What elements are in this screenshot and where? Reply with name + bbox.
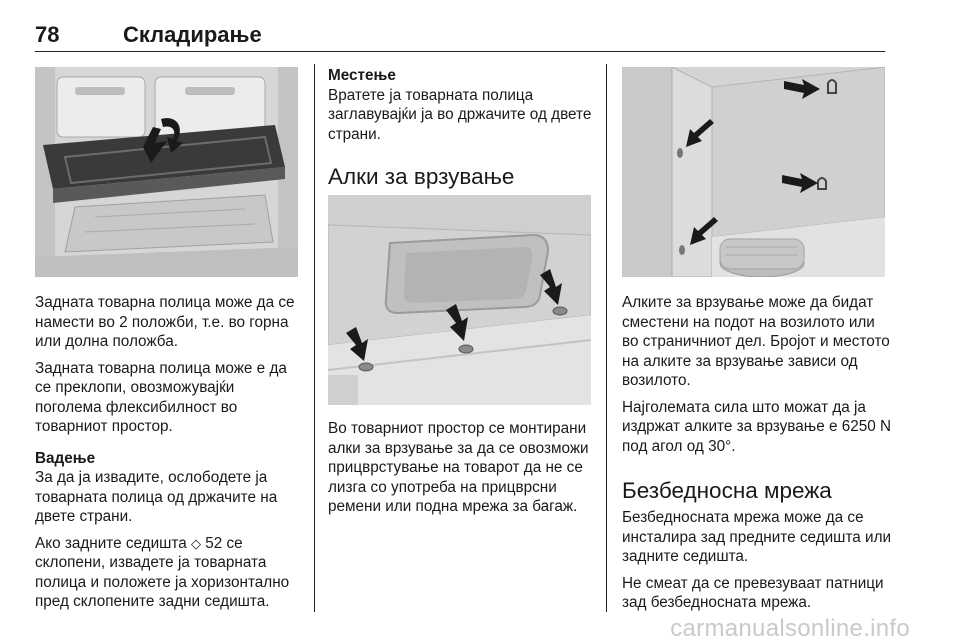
load-cover-illustration (35, 67, 298, 277)
text: Ако задните седишта (35, 534, 187, 552)
section-heading-lashing-eyes: Алки за врзување (328, 164, 515, 189)
section-heading-safety-net: Безбедносна мрежа (622, 478, 832, 503)
page-title: Складирање (123, 22, 262, 47)
paragraph: Најголемата сила што можат да ја издржат алките за врзување е 6250 N под агол од 30°. (622, 398, 892, 455)
left-column (35, 293, 305, 612)
paragraph: Задната товарна полица може да се намести во 2 положби, т.е. во горна или долна положба. (35, 294, 295, 350)
middle-column (328, 66, 598, 190)
figure-load-cover (35, 67, 298, 277)
right-column (622, 293, 892, 613)
figure-lashing-eyes-floor (328, 195, 591, 405)
page-header (35, 22, 885, 52)
paragraph: За да ја извадите, ослободете ја товарната полица од држачите на двете страни. (35, 469, 278, 525)
text: 52 се склопени, извадете ја товарната полица и положете ја хоризонтално пред склопените задни седишта. (35, 534, 290, 610)
column-divider-1 (314, 64, 315, 612)
page-reference-icon[interactable]: ◇ (191, 535, 202, 551)
paragraph: Не смеат да се превезуваат патници зад безбедносната мрежа. (622, 574, 884, 611)
lashing-eyes-side-illustration (622, 67, 885, 277)
paragraph: Безбедносната мрежа може да се инсталира зад предните седишта или задните седишта. (622, 509, 892, 565)
page-number: 78 (35, 22, 60, 47)
subheading-removal: Вадење (35, 449, 96, 467)
header-rule (35, 51, 885, 52)
column-divider-2 (606, 64, 607, 612)
page-footer (0, 611, 960, 642)
paragraph: Вратете ја товарната полица заглавувајќи ја во држачите од двете страни. (328, 86, 592, 143)
paragraph-with-reference (35, 534, 305, 612)
subheading-fitting: Местење (328, 67, 396, 84)
paragraph: Задната товарна полица може е да се преклопи, овозможувајќи поголема флексибилност во товарниот простор. (35, 359, 287, 435)
paragraph: Во товарниот простор се монтирани алки за врзување за да се овозможи прицврстување на товарот да не се лизга со употреба на прицврсни ремени или подна мрежа за багаж. (328, 420, 589, 515)
watermark: carmanualsonline.info (670, 615, 910, 642)
figure-lashing-eyes-side (622, 67, 885, 277)
lashing-eyes-floor-illustration (328, 195, 591, 405)
middle-column-lower (328, 419, 598, 517)
paragraph: Алките за врзување може да бидат сместени на подот на возилото или во страничниот дел. Бројот и местото на алките за врзување зависи од возилото. (622, 294, 890, 389)
